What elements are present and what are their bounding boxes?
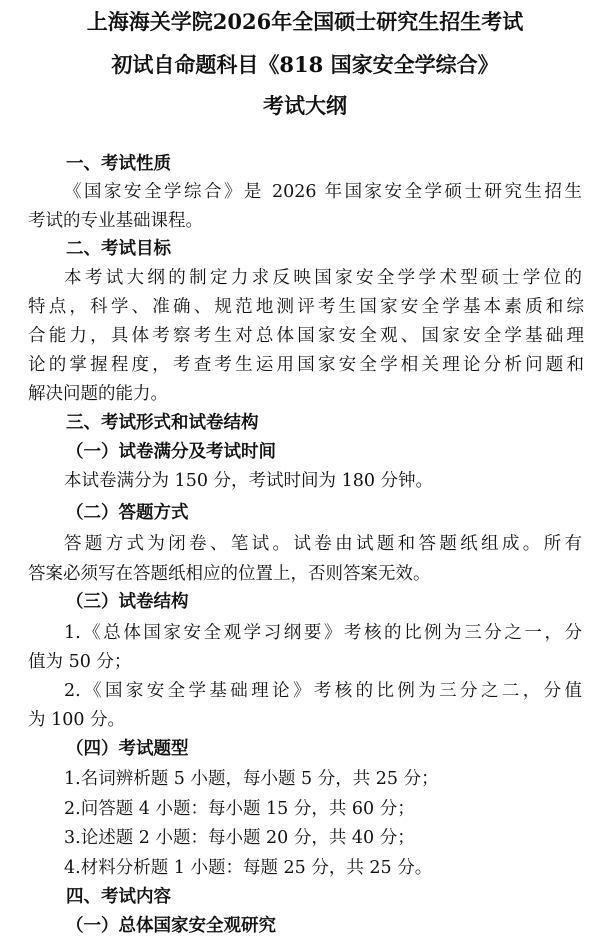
- list-item: 1.名词辨析题 5 小题，每小题 5 分，共 25 分；: [64, 769, 439, 789]
- paragraph-line: 论的掌握程度，考查考生运用国家安全学相关理论分析问题和: [28, 355, 584, 375]
- paragraph-line: 考试的专业基础课程。: [28, 211, 203, 231]
- title-line-3: 考试大纲: [263, 93, 347, 118]
- subsection-heading: （一）总体国家安全观研究: [66, 916, 276, 936]
- title-line-1: 上海海关学院2026年全国硕士研究生招生考试: [86, 9, 524, 34]
- paragraph-line: 答案必须写在答题纸相应的位置上，否则答案无效。: [28, 564, 431, 584]
- paragraph-line: 《国家安全学综合》是 2026 年国家安全学硕士研究生招生: [64, 182, 582, 202]
- subsection-heading: （三）试卷结构: [66, 592, 189, 612]
- title-line-2: 初试自命题科目《818 国家安全学综合》: [111, 52, 499, 77]
- paragraph-line: 合能力，具体考察考生对总体国家安全观、国家安全学基础理: [28, 326, 584, 346]
- section-4-heading: 四、考试内容: [66, 887, 171, 907]
- section-2-heading: 二、考试目标: [66, 239, 171, 259]
- list-item: 3.论述题 2 小题：每小题 20 分，共 40 分；: [64, 828, 415, 848]
- list-item: 4.材料分析题 1 小题：每题 25 分，共 25 分。: [64, 858, 433, 878]
- section-1-heading: 一、考试性质: [66, 154, 171, 174]
- list-item-line: 2.《国家安全学基础理论》考核的比例为三分之二，分值: [64, 681, 582, 701]
- subsection-heading: （一）试卷满分及考试时间: [66, 442, 276, 462]
- list-item-line: 为 100 分。: [28, 710, 126, 730]
- subsection-heading: （四）考试题型: [66, 739, 189, 759]
- paragraph-line: 本试卷满分为 150 分，考试时间为 180 分钟。: [64, 471, 434, 491]
- paragraph-line: 答题方式为闭卷、笔试。试卷由试题和答题纸组成。所有: [64, 534, 582, 554]
- paragraph-line: 特点，科学、准确、规范地测评考生国家安全学基本素质和综: [28, 297, 584, 317]
- paragraph-line: 解决问题的能力。: [28, 384, 168, 404]
- subsection-heading: （二）答题方式: [66, 503, 189, 523]
- paragraph-line: 本考试大纲的制定力求反映国家安全学学术型硕士学位的: [64, 268, 582, 288]
- section-3-heading: 三、考试形式和试卷结构: [66, 413, 259, 433]
- list-item-line: 1.《总体国家安全观学习纲要》考核的比例为三分之一，分: [64, 623, 582, 643]
- list-item: 2.问答题 4 小题：每小题 15 分，共 60 分；: [64, 799, 415, 819]
- list-item-line: 值为 50 分；: [28, 652, 132, 672]
